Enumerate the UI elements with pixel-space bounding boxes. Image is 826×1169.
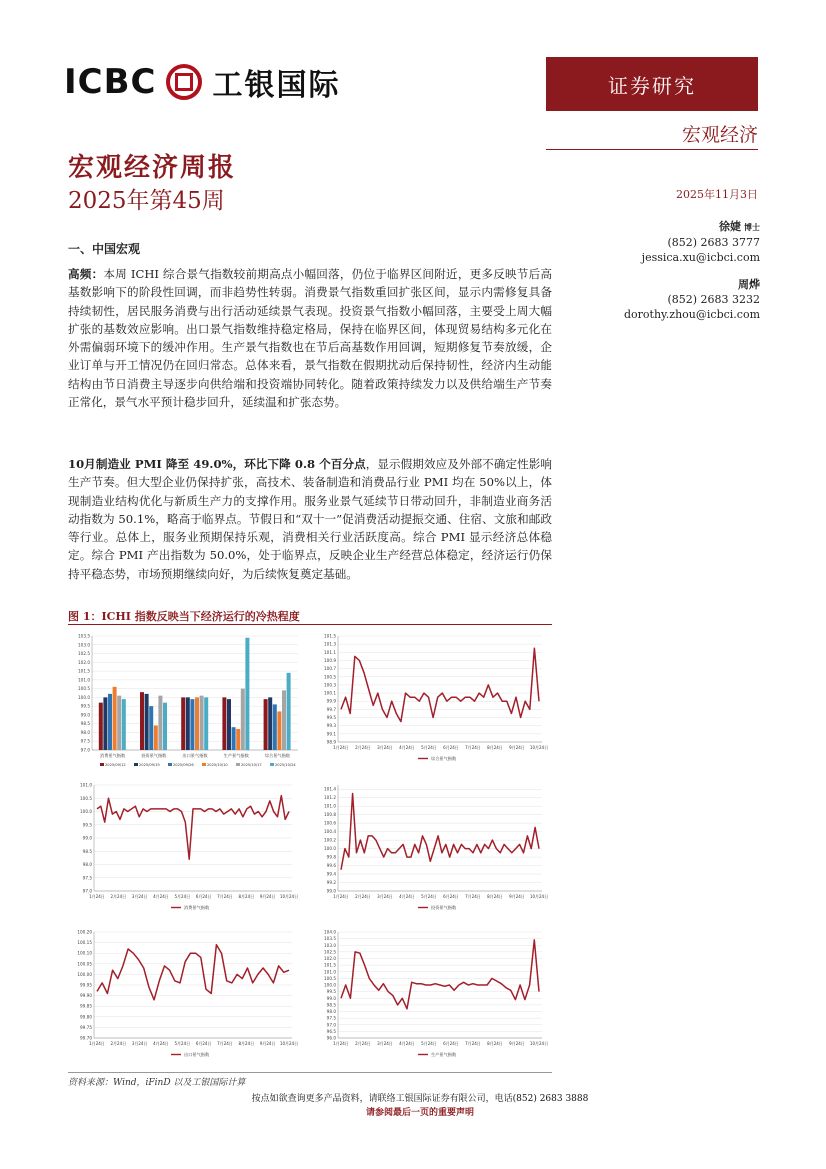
icbc-seal-icon bbox=[166, 64, 202, 100]
author-name: 徐婕 bbox=[719, 220, 741, 233]
x-tick-label: 5月24日 bbox=[174, 894, 191, 899]
x-tick-label: 7月24日 bbox=[217, 894, 233, 899]
bar bbox=[273, 704, 277, 750]
x-tick-label: 5月24日 bbox=[421, 745, 437, 750]
y-tick-label: 102.0 bbox=[78, 659, 90, 665]
y-tick-label: 100.4 bbox=[324, 829, 336, 835]
legend-label: 2025/10/17 bbox=[241, 763, 262, 767]
chart-consumption-index bbox=[68, 779, 302, 924]
x-tick-label: 9月24日 bbox=[509, 1041, 525, 1046]
x-tick-label: 3月24日 bbox=[131, 1041, 148, 1046]
author-name: 周烨 bbox=[738, 278, 760, 291]
y-tick-label: 99.5 bbox=[326, 715, 336, 721]
y-tick-label: 100.10 bbox=[77, 950, 92, 956]
bar bbox=[204, 697, 208, 750]
y-tick-label: 98.9 bbox=[326, 739, 336, 745]
y-tick-label: 101.0 bbox=[324, 969, 336, 975]
y-tick-label: 100.2 bbox=[324, 837, 336, 843]
y-tick-label: 99.9 bbox=[326, 698, 336, 704]
y-tick-label: 98.0 bbox=[80, 729, 90, 735]
y-tick-label: 101.3 bbox=[324, 641, 336, 647]
y-tick-label: 101.0 bbox=[78, 677, 90, 683]
x-tick-label: 3月24日 bbox=[377, 1041, 393, 1046]
bar bbox=[190, 699, 194, 750]
x-tick-label: 7月24日 bbox=[465, 1041, 481, 1046]
legend-swatch bbox=[100, 763, 104, 766]
bar bbox=[103, 697, 107, 750]
y-tick-label: 101.2 bbox=[324, 795, 336, 801]
legend-label: 消费景气指数 bbox=[184, 905, 210, 910]
figure-title: 图 1：ICHI 指数反映当下经济运行的冷热程度 bbox=[68, 610, 300, 623]
y-tick-label: 97.5 bbox=[80, 738, 90, 744]
y-tick-label: 104.0 bbox=[324, 929, 336, 935]
x-tick-label: 3月24日 bbox=[131, 894, 148, 899]
chart-bar-indices bbox=[68, 630, 302, 775]
legend-swatch bbox=[236, 763, 240, 766]
y-tick-label: 99.5 bbox=[80, 703, 90, 709]
x-tick-label: 4月24日 bbox=[153, 1041, 169, 1046]
y-tick-label: 100.6 bbox=[324, 820, 336, 826]
y-tick-label: 96.0 bbox=[326, 1035, 336, 1041]
chart-investment-index bbox=[312, 779, 552, 924]
chart-export-index bbox=[68, 926, 302, 1071]
bar bbox=[113, 687, 117, 750]
y-tick-label: 96.5 bbox=[326, 1028, 336, 1034]
x-tick-label: 6月24日 bbox=[443, 745, 459, 750]
y-tick-label: 99.8 bbox=[326, 854, 336, 860]
y-tick-label: 100.00 bbox=[77, 971, 92, 977]
paragraph-lead: 高频： bbox=[68, 267, 104, 281]
y-tick-label: 99.0 bbox=[80, 712, 90, 718]
y-tick-label: 97.5 bbox=[82, 875, 92, 881]
y-tick-label: 100.0 bbox=[324, 846, 336, 852]
y-tick-label: 100.9 bbox=[324, 657, 336, 663]
x-tick-label: 9月24日 bbox=[509, 894, 525, 899]
paragraph-high-frequency bbox=[68, 265, 552, 411]
author-phone: (852) 2683 3777 bbox=[667, 236, 760, 249]
x-tick-label: 1月24日 bbox=[89, 894, 105, 899]
y-tick-label: 98.0 bbox=[326, 1009, 336, 1014]
x-tick-label: 投资景气指数 bbox=[141, 753, 167, 758]
report-category: 宏观经济 bbox=[681, 124, 758, 146]
legend-label: 综合景气指数 bbox=[431, 756, 457, 761]
bar bbox=[149, 706, 153, 750]
y-tick-label: 99.7 bbox=[326, 706, 336, 712]
y-tick-label: 100.05 bbox=[77, 961, 92, 967]
legend-swatch bbox=[134, 763, 138, 766]
paragraph-body: 本周 ICHI 综合景气指数较前期高点小幅回落，仍位于临界区间附近，更多反映节后高基数影响下的阶段性回调，而非趋势性转弱。消费景气指数重回扩张区间，显示内需修复具备持续韧性，居民服务消费与出行活动延续景气表现。投资景气指数小幅回落，主要受上周大幅扩张的基数效应影响。出口景气指数维持稳定格局，保持在临界区间，体现贸易结构多元化在外需偏弱环境下的缓冲作用。生产景气指数也在节后高基数作用回调，短期修复节奏放缓，企业订单与开工情况仍在回归常态。总体来看，景气指数在假期扰动后保持韧性，经济内生动能结构由节日消费主导逐步向供给端和投资端协同转化。随着政策持续发力以及供给端生产节奏正常化，景气水平预计稳步回升，延续温和扩张态势。 bbox=[68, 267, 552, 410]
bar bbox=[181, 697, 185, 750]
footer-notice[interactable]: 请参阅最后一页的重要声明 bbox=[365, 1108, 474, 1118]
bar bbox=[154, 725, 158, 750]
bar bbox=[122, 699, 126, 750]
bar bbox=[287, 673, 291, 750]
x-tick-label: 10月24日 bbox=[279, 1041, 299, 1046]
y-tick-label: 99.6 bbox=[326, 863, 336, 869]
x-tick-label: 3月24日 bbox=[377, 894, 393, 899]
x-tick-label: 8月24日 bbox=[487, 894, 503, 899]
bar bbox=[195, 697, 199, 750]
y-tick-label: 100.20 bbox=[77, 929, 92, 935]
y-tick-label: 100.7 bbox=[324, 666, 336, 672]
author-phone: (852) 2683 3232 bbox=[667, 293, 760, 306]
paragraph-lead: 10月制造业 PMI 降至 49.0%，环比下降 0.8 个百分点 bbox=[68, 457, 366, 471]
x-tick-label: 10月24日 bbox=[279, 894, 299, 899]
legend-label: 生产景气指数 bbox=[431, 1052, 457, 1057]
x-tick-label: 9月24日 bbox=[259, 894, 276, 899]
bar bbox=[117, 696, 121, 750]
x-tick-label: 10月24日 bbox=[529, 894, 549, 899]
y-tick-label: 99.90 bbox=[80, 993, 92, 999]
x-tick-label: 7月24日 bbox=[465, 894, 481, 899]
y-tick-label: 101.4 bbox=[324, 786, 336, 792]
y-tick-label: 100.0 bbox=[324, 982, 336, 988]
x-tick-label: 4月24日 bbox=[399, 745, 415, 750]
x-tick-label: 7月24日 bbox=[465, 745, 481, 750]
x-tick-label: 8月24日 bbox=[487, 745, 503, 750]
y-tick-label: 99.3 bbox=[326, 723, 336, 729]
author-title: 博士 bbox=[744, 222, 760, 232]
x-tick-label: 2月24日 bbox=[355, 745, 371, 750]
y-tick-label: 99.5 bbox=[326, 989, 336, 995]
x-tick-label: 消费景气指数 bbox=[100, 753, 126, 758]
y-tick-label: 100.5 bbox=[78, 686, 90, 692]
x-tick-label: 10月24日 bbox=[529, 745, 549, 750]
bar bbox=[222, 697, 226, 750]
paragraph-pmi bbox=[68, 455, 552, 583]
x-tick-label: 2月24日 bbox=[355, 894, 371, 899]
y-tick-label: 99.1 bbox=[326, 731, 336, 737]
y-tick-label: 103.0 bbox=[78, 642, 90, 648]
legend-label: 2025/09/19 bbox=[139, 763, 160, 767]
footer-contact: 按点如欲查询更多产品资料，请联络工银国际证券有限公司，电话(852) 2683 3888 bbox=[251, 1094, 589, 1104]
y-tick-label: 97.0 bbox=[82, 888, 92, 894]
x-tick-label: 7月24日 bbox=[217, 1041, 233, 1046]
x-tick-label: 9月24日 bbox=[259, 1041, 276, 1046]
x-tick-label: 6月24日 bbox=[443, 894, 459, 899]
x-tick-label: 9月24日 bbox=[509, 745, 525, 750]
series-line bbox=[97, 796, 289, 860]
x-tick-label: 3月24日 bbox=[377, 745, 393, 750]
x-tick-label: 1月24日 bbox=[333, 1041, 349, 1046]
chart-composite-index bbox=[312, 630, 552, 775]
section-heading: 一、中国宏观 bbox=[68, 242, 141, 256]
logo-text: ICBC bbox=[64, 62, 157, 102]
y-tick-label: 100.0 bbox=[78, 694, 90, 700]
author-block bbox=[590, 219, 760, 265]
x-tick-label: 6月24日 bbox=[443, 1041, 459, 1046]
y-tick-label: 102.5 bbox=[324, 949, 336, 955]
y-tick-label: 101.5 bbox=[324, 962, 336, 968]
y-tick-label: 97.0 bbox=[326, 1022, 336, 1028]
y-tick-label: 103.5 bbox=[78, 633, 90, 639]
x-tick-label: 4月24日 bbox=[399, 894, 415, 899]
bar bbox=[245, 638, 249, 750]
y-tick-label: 98.5 bbox=[80, 721, 90, 727]
source-divider bbox=[68, 1072, 552, 1073]
y-tick-label: 101.5 bbox=[78, 668, 90, 674]
bar bbox=[163, 703, 167, 750]
y-tick-label: 100.1 bbox=[324, 690, 336, 696]
x-tick-label: 6月24日 bbox=[195, 1041, 212, 1046]
legend-label: 2025/10/10 bbox=[207, 763, 228, 767]
x-tick-label: 8月24日 bbox=[487, 1041, 503, 1046]
author-email[interactable]: jessica.xu@icbci.com bbox=[641, 251, 760, 264]
legend-swatch bbox=[270, 763, 274, 766]
paragraph-body: ，显示假期效应及外部不确定性影响生产节奏。但大型企业仍保持扩张，高技术、装备制造和消费品行业 PMI 均在 50%以上，体现制造业结构优化与新质生产力的支撑作用。服务业景气延续节日带动回升，非制造业商务活动指数为 50.1%，略高于临界点。节假日和“双十一”促消费活动提振交通、住宿、文旅和邮政等行业。总体上，服务业预期保持乐观，消费相关行业活跃度高。综合 PMI 显示经济总体稳定。综合 PMI 产出指数为 50.0%，处于临界点，反映企业生产经营总体稳定，经济运行仍保持平稳态势，市场预期继续向好，为后续恢复奠定基础。 bbox=[68, 457, 552, 581]
x-tick-label: 综合景气指数 bbox=[264, 753, 290, 758]
x-tick-label: 出口景气指数 bbox=[182, 753, 208, 758]
bar bbox=[227, 699, 231, 750]
bar bbox=[99, 703, 103, 750]
bar bbox=[264, 699, 268, 750]
author-block bbox=[590, 277, 760, 322]
y-tick-label: 102.0 bbox=[324, 956, 336, 961]
bar bbox=[140, 692, 144, 750]
x-tick-label: 1月24日 bbox=[333, 745, 349, 750]
legend-label: 投资景气指数 bbox=[431, 905, 457, 910]
y-tick-label: 100.0 bbox=[80, 809, 92, 814]
x-tick-label: 1月24日 bbox=[333, 894, 349, 899]
y-tick-label: 99.85 bbox=[80, 1003, 92, 1009]
bar bbox=[108, 694, 112, 750]
y-tick-label: 99.80 bbox=[80, 1014, 92, 1020]
x-tick-label: 2月24日 bbox=[110, 894, 127, 899]
legend-label: 2025/10/24 bbox=[275, 763, 296, 767]
x-tick-label: 4月24日 bbox=[399, 1041, 415, 1046]
y-tick-label: 103.0 bbox=[324, 942, 336, 948]
bar bbox=[236, 729, 240, 750]
company-logo bbox=[64, 62, 340, 102]
y-tick-label: 97.5 bbox=[326, 1015, 336, 1021]
y-tick-label: 99.75 bbox=[80, 1024, 92, 1030]
y-tick-label: 99.95 bbox=[80, 982, 92, 988]
y-tick-label: 100.5 bbox=[324, 975, 336, 981]
legend-swatch bbox=[168, 763, 172, 766]
y-tick-label: 99.70 bbox=[80, 1035, 92, 1041]
logo-cn-text: 工银国际 bbox=[212, 68, 341, 103]
x-tick-label: 1月24日 bbox=[89, 1041, 105, 1046]
bar bbox=[200, 696, 204, 750]
x-tick-label: 10月24日 bbox=[529, 1041, 549, 1046]
y-tick-label: 101.0 bbox=[80, 782, 92, 788]
y-tick-label: 102.5 bbox=[78, 651, 90, 657]
legend-label: 出口景气指数 bbox=[184, 1052, 210, 1057]
x-tick-label: 生产景气指数 bbox=[223, 753, 249, 758]
bar bbox=[241, 689, 245, 750]
author-email[interactable]: dorothy.zhou@icbci.com bbox=[624, 308, 760, 321]
y-tick-label: 101.1 bbox=[324, 649, 336, 655]
y-tick-label: 99.5 bbox=[82, 822, 92, 828]
x-tick-label: 2月24日 bbox=[355, 1041, 371, 1046]
legend-label: 2025/09/26 bbox=[173, 763, 194, 767]
header-divider bbox=[546, 149, 758, 150]
y-tick-label: 103.5 bbox=[324, 936, 336, 942]
y-tick-label: 98.5 bbox=[326, 1002, 336, 1008]
report-date: 2025年11月3日 bbox=[676, 188, 758, 201]
chart-production-index bbox=[312, 926, 552, 1071]
y-tick-label: 99.4 bbox=[326, 871, 336, 877]
legend-swatch bbox=[202, 763, 206, 766]
bar bbox=[158, 696, 162, 750]
y-tick-label: 100.3 bbox=[324, 682, 336, 688]
y-tick-label: 99.0 bbox=[326, 995, 336, 1001]
bar bbox=[282, 690, 286, 750]
x-tick-label: 5月24日 bbox=[421, 1041, 437, 1046]
bar bbox=[268, 697, 272, 750]
x-tick-label: 8月24日 bbox=[238, 894, 255, 899]
x-tick-label: 6月24日 bbox=[195, 894, 212, 899]
bar bbox=[186, 697, 190, 750]
x-tick-label: 8月24日 bbox=[238, 1041, 255, 1046]
report-subtitle: 2025年第45周 bbox=[68, 188, 225, 214]
y-tick-label: 100.5 bbox=[80, 795, 92, 801]
bar bbox=[232, 727, 236, 750]
x-tick-label: 2月24日 bbox=[110, 1041, 127, 1046]
y-tick-label: 100.15 bbox=[77, 940, 92, 946]
legend-label: 2025/09/12 bbox=[105, 763, 126, 767]
y-tick-label: 97.0 bbox=[80, 747, 90, 753]
x-tick-label: 4月24日 bbox=[153, 894, 169, 899]
report-badge: 证券研究 bbox=[546, 57, 758, 111]
y-tick-label: 101.5 bbox=[324, 633, 336, 639]
bar bbox=[145, 694, 149, 750]
y-tick-label: 99.0 bbox=[326, 888, 336, 894]
y-tick-label: 98.5 bbox=[82, 848, 92, 854]
y-tick-label: 99.2 bbox=[326, 880, 336, 886]
y-tick-label: 98.0 bbox=[82, 862, 92, 867]
x-tick-label: 5月24日 bbox=[174, 1041, 191, 1046]
figure-source: 资料来源：Wind，iFinD 以及工银国际计算 bbox=[68, 1078, 246, 1088]
y-tick-label: 101.0 bbox=[324, 803, 336, 809]
y-tick-label: 99.0 bbox=[82, 835, 92, 841]
y-tick-label: 100.8 bbox=[324, 812, 336, 818]
bar bbox=[277, 711, 281, 750]
y-tick-label: 100.5 bbox=[324, 674, 336, 680]
x-tick-label: 5月24日 bbox=[421, 894, 437, 899]
report-title: 宏观经济周报 bbox=[68, 153, 237, 183]
figure-divider bbox=[68, 624, 552, 625]
